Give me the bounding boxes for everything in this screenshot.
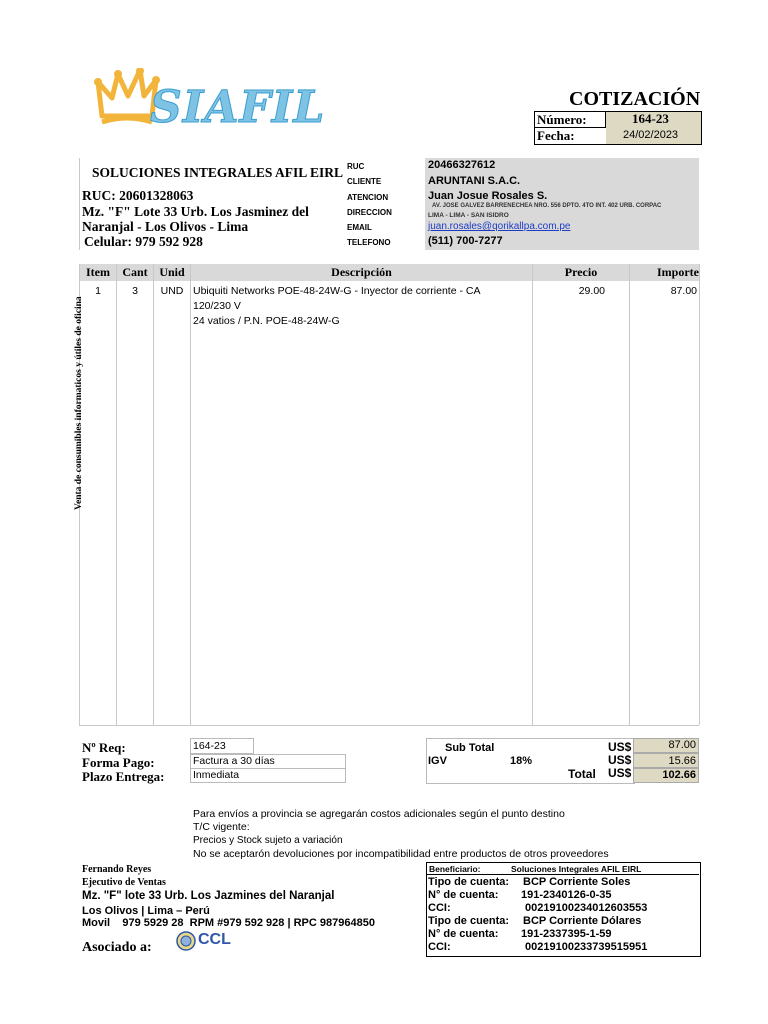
atencion-label: ATENCION (347, 193, 389, 202)
subtotal-currency: US$ (608, 740, 632, 754)
row-precio: 29.00 (578, 285, 605, 297)
col-divider (116, 264, 117, 725)
bank-row-label: Tipo de cuenta: (428, 876, 510, 888)
subtotal-value: 87.00 (668, 739, 696, 751)
note-precios: Precios y Stock sujeto a variación (193, 835, 343, 846)
plazo-entrega-value: Inmediata (193, 769, 240, 781)
bank-row-label: CCI: (428, 941, 451, 953)
company-border (79, 158, 80, 250)
bank-row-label: N° de cuenta: (428, 928, 499, 940)
header-importe: Importe (657, 265, 699, 279)
col-divider (699, 264, 700, 725)
seller-address: Mz. "F" lote 33 Urb. Los Jazmines del Naranjal (82, 890, 335, 902)
ccl-seal-icon (176, 931, 196, 951)
header-descripcion: Descripción (331, 265, 392, 279)
seller-role: Ejecutivo de Ventas (82, 877, 166, 888)
numero-value: 164-23 (632, 111, 669, 126)
col-divider (190, 264, 191, 725)
note-envios: Para envíos a provincia se agregarán costos adicionales según el punto destino (193, 808, 565, 820)
note-tc: T/C vigente: (193, 821, 250, 833)
beneficiario-value: Soluciones Integrales AFIL EIRL (511, 864, 642, 874)
cliente-value: ARUNTANI S.A.C. (428, 175, 521, 187)
igv-currency: US$ (608, 753, 632, 767)
nreq-label: Nº Req: (82, 740, 126, 755)
note-devoluciones: No se aceptarón devoluciones por incompatibilidad entre productos de otros proveedores (193, 848, 609, 860)
igv-rate: 18% (510, 755, 533, 767)
bank-row-value: 00219100233739515951 (525, 941, 648, 953)
ruc-value: 20466327612 (428, 159, 496, 171)
total-value: 102.66 (662, 769, 696, 781)
seller-name: Fernando Reyes (82, 864, 152, 875)
direccion-label: DIRECCION (347, 208, 392, 217)
header-item: Item (86, 265, 110, 279)
atencion-value: Juan Josue Rosales S. (428, 190, 548, 202)
col-divider (629, 264, 630, 725)
telefono-value: (511) 700-7277 (428, 235, 503, 247)
forma-pago-label: Forma Pago: (82, 755, 155, 770)
bank-row-value: 191-2337395-1-59 (521, 928, 612, 940)
row-importe: 87.00 (670, 285, 697, 297)
beneficiario-label: Beneficiario: (429, 864, 481, 874)
col-divider (532, 264, 533, 725)
company-address-2: Naranjal - Los Olivos - Lima (82, 219, 249, 234)
col-divider (153, 264, 154, 725)
seller-phones: Movil 979 5929 28 RPM #979 592 928 | RPC 987964850 (82, 917, 375, 929)
igv-label: IGV (428, 755, 447, 767)
company-cellphone: Celular: 979 592 928 (84, 234, 203, 249)
ruc-label: RUC (347, 162, 365, 171)
bank-row-value: 00219100234012603553 (525, 902, 648, 914)
row-cant: 3 (132, 285, 138, 297)
direccion-value-1: AV. JOSE GALVEZ BARRENECHEA NRO. 556 DPTO. 4TO INT. 402 URB. CORPAC (432, 203, 662, 209)
ccl-logo-text: CCL (198, 931, 231, 948)
table-bottom-line (79, 725, 699, 726)
email-label: EMAIL (347, 223, 372, 232)
direccion-value-2: LIMA - LIMA - SAN ISIDRO (428, 212, 509, 219)
logo-wordmark: SIAFIL (150, 82, 326, 133)
row-desc-line-2: 120/230 V (193, 300, 241, 312)
total-label: Total (568, 767, 596, 781)
row-item: 1 (95, 285, 101, 297)
total-currency: US$ (608, 766, 632, 780)
subtotal-label: Sub Total (445, 742, 495, 754)
bank-row-value: BCP Corriente Dólares (523, 915, 642, 927)
company-name: SOLUCIONES INTEGRALES AFIL EIRL (92, 165, 343, 180)
nreq-value: 164-23 (193, 740, 226, 752)
numero-label: Número: (537, 112, 587, 127)
bank-row-label: N° de cuenta: (428, 889, 499, 901)
bank-row-value: BCP Corriente Soles (523, 876, 631, 888)
email-link[interactable]: juan.rosales@qorikallpa.com.pe (428, 221, 571, 232)
cliente-label: CLIENTE (347, 177, 382, 186)
seller-city: Los Olivos | Lima – Perú (82, 905, 210, 917)
row-unid: UND (160, 285, 184, 297)
igv-value: 15.66 (668, 755, 696, 767)
plazo-entrega-label: Plazo Entrega: (82, 769, 165, 784)
bank-header-line (426, 874, 699, 875)
bank-row-value: 191-2340126-0-35 (521, 889, 612, 901)
document-title: COTIZACIÓN (569, 88, 701, 110)
header-unid: Unid (159, 265, 185, 279)
fecha-label: Fecha: (537, 128, 575, 143)
asociado-label: Asociado a: (82, 940, 152, 955)
row-desc-line-1: Ubiquiti Networks POE-48-24W-G - Inyector de corriente - CA (193, 285, 481, 297)
company-address-1: Mz. "F" Lote 33 Urb. Los Jasminez del (82, 204, 309, 219)
forma-pago-value: Factura a 30 días (193, 755, 275, 767)
company-ruc: RUC: 20601328063 (82, 188, 194, 203)
bank-row-label: CCI: (428, 902, 451, 914)
telefono-label: TELEFONO (347, 238, 391, 247)
header-precio: Precio (564, 265, 598, 279)
row-desc-line-3: 24 vatios / P.N. POE-48-24W-G (193, 315, 340, 327)
fecha-value: 24/02/2023 (623, 129, 679, 141)
header-cant: Cant (122, 265, 148, 279)
bank-row-label: Tipo de cuenta: (428, 915, 510, 927)
